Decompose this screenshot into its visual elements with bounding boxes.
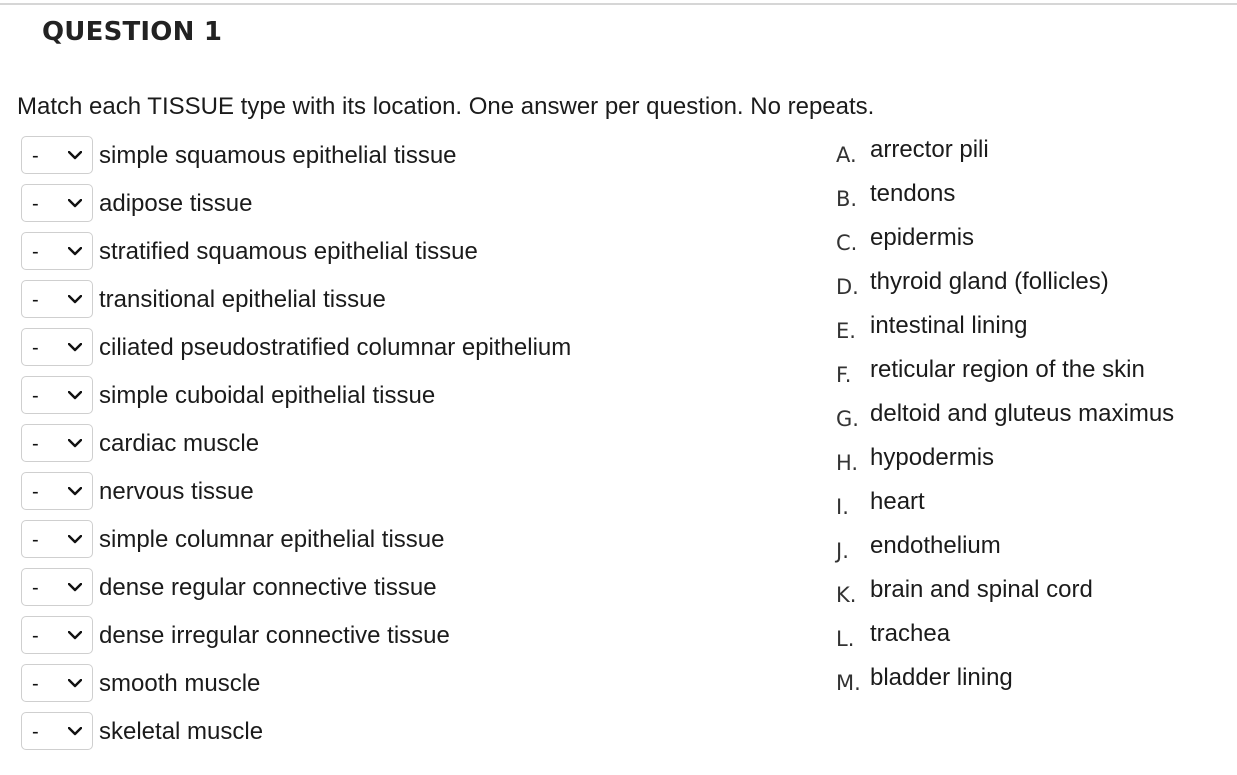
option-text: epidermis [870, 224, 975, 251]
chevron-down-icon [68, 583, 82, 592]
option-text: thyroid gland (follicles) [870, 268, 1109, 295]
answer-select[interactable] [21, 616, 93, 654]
chevron-down-icon [68, 487, 82, 496]
term-label: cardiac muscle [99, 430, 260, 457]
option-text: intestinal lining [870, 312, 1028, 339]
match-row [21, 232, 781, 272]
option-letter: H. [836, 451, 859, 475]
select-value: - [32, 577, 39, 599]
match-row [21, 376, 781, 416]
option-letter: M. [836, 671, 861, 695]
option-letter: F. [836, 363, 852, 387]
answer-select[interactable] [21, 664, 93, 702]
question-instructions: Match each TISSUE type with its location. One answer per question. No repeats. [17, 93, 875, 120]
select-value: - [32, 289, 39, 311]
option-letter: B. [836, 187, 858, 211]
answer-select[interactable] [21, 232, 93, 270]
top-divider [0, 3, 1237, 5]
match-row [21, 664, 781, 704]
term-label: skeletal muscle [99, 718, 264, 745]
option-letter: C. [836, 231, 858, 255]
chevron-down-icon [68, 295, 82, 304]
answer-select[interactable] [21, 136, 93, 174]
option-text: arrector pili [870, 136, 989, 163]
select-value: - [32, 193, 39, 215]
select-value: - [32, 673, 39, 695]
chevron-down-icon [68, 391, 82, 400]
select-value: - [32, 385, 39, 407]
answer-select[interactable] [21, 184, 93, 222]
option-letter: L. [836, 627, 855, 651]
match-row [21, 424, 781, 464]
select-value: - [32, 337, 39, 359]
option-text: heart [870, 488, 925, 515]
chevron-down-icon [68, 679, 82, 688]
match-row [21, 568, 781, 608]
answer-select[interactable] [21, 328, 93, 366]
select-value: - [32, 625, 39, 647]
select-value: - [32, 529, 39, 551]
term-label: stratified squamous epithelial tissue [99, 238, 478, 265]
option-text: bladder lining [870, 664, 1013, 691]
question-title: QUESTION 1 [42, 17, 223, 47]
answer-select[interactable] [21, 520, 93, 558]
chevron-down-icon [68, 151, 82, 160]
term-label: dense regular connective tissue [99, 574, 437, 601]
answer-select[interactable] [21, 280, 93, 318]
answer-select[interactable] [21, 424, 93, 462]
select-value: - [32, 721, 39, 743]
match-row [21, 184, 781, 224]
option-letter: K. [836, 583, 857, 607]
term-label: simple cuboidal epithelial tissue [99, 382, 436, 409]
chevron-down-icon [68, 343, 82, 352]
select-value: - [32, 433, 39, 455]
chevron-down-icon [68, 439, 82, 448]
select-value: - [32, 145, 39, 167]
option-letter: G. [836, 407, 859, 431]
option-letter: A. [836, 143, 857, 167]
select-value: - [32, 241, 39, 263]
option-letter: J. [836, 539, 849, 563]
option-text: tendons [870, 180, 956, 207]
chevron-down-icon [68, 247, 82, 256]
chevron-down-icon [68, 199, 82, 208]
term-label: dense irregular connective tissue [99, 622, 450, 649]
term-label: simple squamous epithelial tissue [99, 142, 457, 169]
option-text: endothelium [870, 532, 1001, 559]
match-row [21, 328, 781, 368]
match-row [21, 616, 781, 656]
term-label: adipose tissue [99, 190, 253, 217]
answer-select[interactable] [21, 472, 93, 510]
term-label: smooth muscle [99, 670, 261, 697]
match-row [21, 520, 781, 560]
chevron-down-icon [68, 631, 82, 640]
option-letter: I. [836, 495, 849, 519]
match-row [21, 136, 781, 176]
term-label: transitional epithelial tissue [99, 286, 386, 313]
option-text: deltoid and gluteus maximus [870, 400, 1175, 427]
select-value: - [32, 481, 39, 503]
option-text: hypodermis [870, 444, 995, 471]
chevron-down-icon [68, 727, 82, 736]
term-label: ciliated pseudostratified columnar epithelium [99, 334, 572, 361]
option-letter: E. [836, 319, 856, 343]
answer-select[interactable] [21, 568, 93, 606]
option-text: reticular region of the skin [870, 356, 1145, 383]
match-row [21, 712, 781, 752]
chevron-down-icon [68, 535, 82, 544]
match-row [21, 472, 781, 512]
option-text: trachea [870, 620, 951, 647]
match-row [21, 280, 781, 320]
term-label: nervous tissue [99, 478, 254, 505]
answer-select[interactable] [21, 376, 93, 414]
option-text: brain and spinal cord [870, 576, 1093, 603]
answer-select[interactable] [21, 712, 93, 750]
term-label: simple columnar epithelial tissue [99, 526, 445, 553]
option-letter: D. [836, 275, 859, 299]
